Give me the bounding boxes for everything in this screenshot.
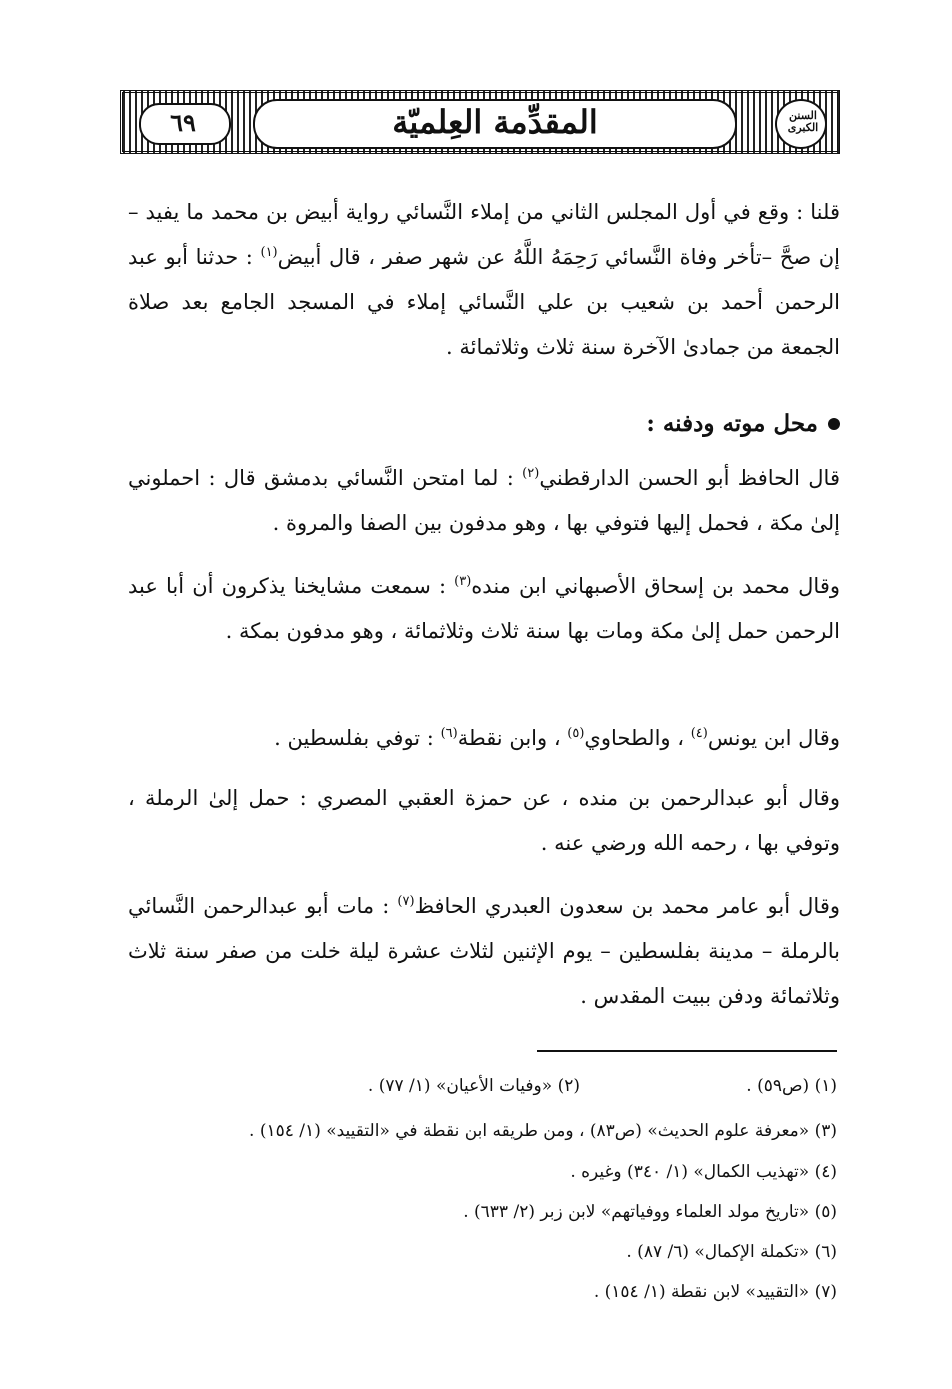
paragraph-2-text: قال الحافظ أبو الحسن الدارقطني <box>539 466 840 490</box>
footnote-6: (٦) «تكملة الإكمال» (٦/ ٨٧) . <box>626 1242 837 1262</box>
paragraph-1 <box>128 190 840 370</box>
book-logo: السنن الكبرى <box>787 108 819 134</box>
paragraph-1-text-after: : حدثنا أبو عبد الرحمن أحمد بن شعيب بن علي النَّسائي إملاء في المسجد الجامع بعد صلاة الجمعة من جمادىٰ الآخرة سنة ثلاث وثلاثمائة . <box>128 245 840 359</box>
bullet-icon <box>828 418 840 430</box>
footnote-ref-1[interactable]: (١) <box>260 245 278 260</box>
paragraph-6-text-after: : مات أبو عبدالرحمن النَّسائي بالرملة – مدينة بفلسطين – يوم الإثنين لثلاث عشرة ليلة خلت من صفر سنة ثلاث وثلاثمائة ودفن ببيت المقدس . <box>128 894 840 1008</box>
paragraph-6-text: وقال أبو عامر محمد بن سعدون العبدري الحافظ <box>414 894 840 918</box>
footnote-1: (١) (ص٥٩) . <box>746 1076 837 1096</box>
paragraph-4-text-2: ، والطحاوي <box>584 726 691 750</box>
section-heading-text: محل موته ودفنه : <box>646 410 818 437</box>
page-number: ٦٩ <box>170 107 196 137</box>
footnote-3: (٣) «معرفة علوم الحديث» (ص٨٣) ، ومن طريقه ابن نقطة في «التقييد» (١/ ١٥٤) . <box>249 1121 837 1141</box>
paragraph-4-text-3: ، وابن نقطة <box>457 726 568 750</box>
paragraph-4 <box>128 716 840 761</box>
paragraph-3-text: وقال محمد بن إسحاق الأصبهاني ابن منده <box>471 574 841 598</box>
paragraph-2 <box>128 456 840 546</box>
paragraph-5-text: وقال أبو عبدالرحمن بن منده ، عن حمزة العقبي المصري : حمل إلىٰ الرملة ، وتوفي بها ، رحمه الله ورضي عنه . <box>128 786 840 855</box>
footnote-5: (٥) «تاريخ مولد العلماء ووفياتهم» لابن زبر (٢/ ٦٣٣) . <box>463 1202 837 1222</box>
footnote-ref-3[interactable]: (٣) <box>454 574 472 589</box>
paragraph-2-text-after: : لما امتحن النَّسائي بدمشق قال : احملوني إلىٰ مكة ، فحمل إليها فتوفي بها ، وهو مدفون بين الصفا والمروة . <box>128 466 840 535</box>
paragraph-5 <box>128 776 840 866</box>
footnote-ref-7[interactable]: (٧) <box>397 894 415 909</box>
footnote-7: (٧) «التقييد» لابن نقطة (١/ ١٥٤) . <box>593 1282 837 1302</box>
paragraph-4-text-4: : توفي بفلسطين . <box>274 726 441 750</box>
page-header <box>120 90 840 154</box>
paragraph-3-text-after: : سمعت مشايخنا يذكرون أن أبا عبد الرحمن حمل إلىٰ مكة ومات بها سنة ثلاث وثلاثمائة ، وهو مدفون بمكة . <box>128 574 840 643</box>
footnote-2: (٢) «وفيات الأعيان» (١/ ٧٧) . <box>367 1076 580 1096</box>
paragraph-4-text-1: وقال ابن يونس <box>707 726 840 750</box>
footnote-4: (٤) «تهذيب الكمال» (١/ ٣٤٠) وغيره . <box>570 1162 837 1182</box>
footnote-ref-5[interactable]: (٥) <box>567 726 585 741</box>
footnote-ref-4[interactable]: (٤) <box>690 726 708 741</box>
section-heading <box>646 404 840 444</box>
paragraph-6 <box>128 884 840 1019</box>
paragraph-1-text: قلنا : وقع في أول المجلس الثاني من إملاء النَّسائي رواية أبيض بن محمد ما يفيد – إن صحَّ –تأخر وفاة النَّسائي رَحِمَهُ اللَّهُ عن شهر صفر ، قال أبيض <box>128 200 841 269</box>
footnote-separator <box>537 1050 837 1052</box>
running-title: المقدِّمة العِلميّة <box>392 103 598 141</box>
footnote-ref-6[interactable]: (٦) <box>440 726 458 741</box>
paragraph-3 <box>128 564 840 654</box>
footnote-ref-2[interactable]: (٢) <box>522 466 540 481</box>
